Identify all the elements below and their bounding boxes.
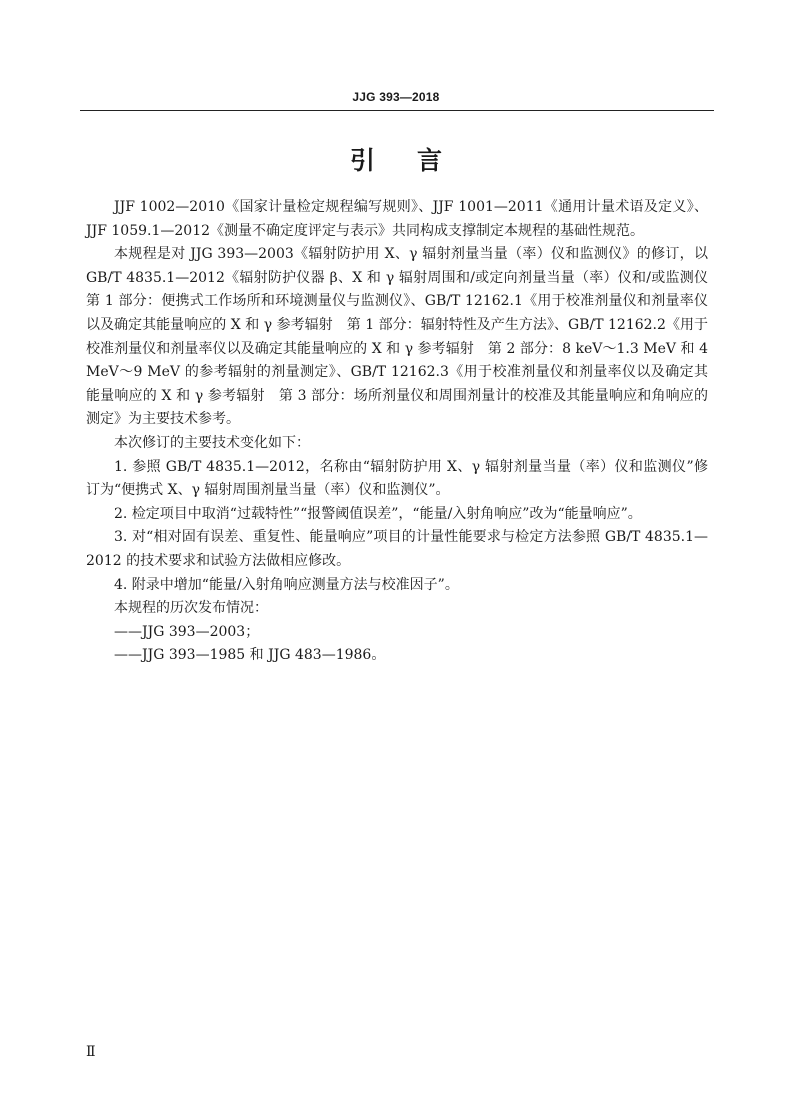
page-title: 引言 — [349, 146, 484, 175]
page-header-standard-code: JJG 393—2018 — [352, 90, 440, 104]
document-body — [86, 196, 722, 668]
list-item-change-4: 4. 附录中增加“能量/入射角响应测量方法与校准因子”。 — [114, 576, 459, 593]
list-item-change-2: 2. 检定项目中取消“过载特性”“报警阈值误差”，“能量/入射角响应”改为“能量响应”。 — [114, 505, 642, 522]
page-number: Ⅱ — [86, 1044, 96, 1060]
header-divider — [80, 110, 714, 111]
paragraph-history-intro: 本规程的历次发布情况： — [114, 600, 268, 617]
list-item-change-1: 1. 参照 GB/T 4835.1—2012，名称由“辐射防护用 X、γ 辐射剂量当量（率）仪和监测仪”修订为“便携式 X、γ 辐射周围剂量当量（率）仪和监测仪”。 — [86, 458, 708, 499]
paragraph-references: JJF 1002—2010《国家计量检定规程编写规则》、JJF 1001—2011《通用计量术语及定义》、JJF 1059.1—2012《测量不确定度评定与表示》共同构成支撑制定本规程的基础性规范。 — [86, 199, 708, 239]
list-item-change-3: 3. 对“相对固有误差、重复性、能量响应”项目的计量性能要求与检定方法参照 GB/T 4835.1—2012 的技术要求和试验方法做相应修改。 — [86, 529, 708, 569]
paragraph-changes-intro: 本次修订的主要技术变化如下： — [114, 434, 310, 451]
history-item-1: ——JJG 393—2003； — [114, 623, 260, 640]
paragraph-revision-basis: 本规程是对 JJG 393—2003《辐射防护用 X、γ 辐射剂量当量（率）仪和监测仪》的修订，以 GB/T 4835.1—2012《辐射防护仪器 β、X 和 γ 辐射周围和/或定向剂量当量（率）仪和/或监测仪 第 1 部分：便携式工作场所和环境测量仪与监测仪》、GB/T 12162.1《用于校准剂量仪和剂量率仪以及确定其能量响应的 X 和 γ 参考辐射 第 1 部分：辐射特性及产生方法》、GB/T 12162.2《用于校准剂量仪和剂量率仪以及确定其能量响应的 X 和 γ 参考辐射 第 2 部分：8 keV～1.3 MeV 和 4 MeV～9 MeV 的参考辐射的剂量测定》、GB/T 12162.3《用于校准剂量仪和剂量率仪以及确定其能量响应的 X 和 γ 参考辐射 第 3 部分：场所剂量仪和周围剂量计的校准及其能量响应和角响应的测定》为主要技术参考。 — [86, 246, 722, 428]
history-item-2: ——JJG 393—1985 和 JJG 483—1986。 — [114, 647, 386, 664]
